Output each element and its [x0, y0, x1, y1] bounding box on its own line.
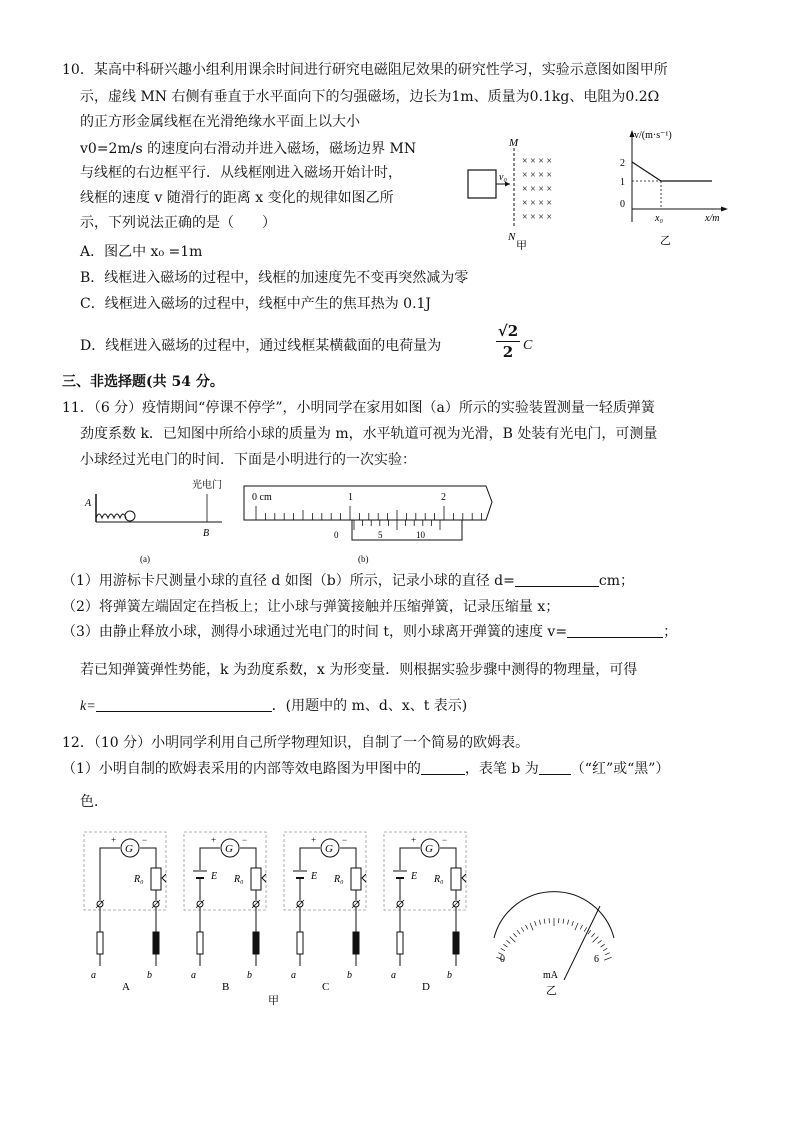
q10-option-a: A．图乙中 x₀ =1m	[80, 244, 203, 260]
minus-sign: −	[442, 835, 448, 845]
x0-label: x₀	[655, 213, 663, 224]
meter-tick	[605, 953, 609, 955]
spring	[96, 514, 126, 518]
main-label-1: 1	[348, 492, 353, 503]
meter-tick	[572, 921, 574, 926]
circuit-a	[84, 832, 166, 993]
answer-blank-circuit[interactable]	[421, 760, 465, 775]
slider-arrow	[362, 874, 366, 882]
q10-line6: 线框的速度 v 随滑行的距离 x 变化的规律如图乙所	[80, 190, 394, 206]
q10-line1: 10．某高中科研兴趣小组利用课余时间进行研究电磁阻尼效果的研究性学习，实验示意图如图甲所	[62, 62, 668, 78]
meter-tick	[591, 933, 594, 937]
wire-right	[440, 848, 456, 868]
x-axis-arrow	[721, 207, 728, 212]
probe-a	[197, 932, 203, 954]
resistor	[151, 868, 161, 890]
magnetic-field-crosses	[522, 156, 552, 223]
answer-blank-k[interactable]	[96, 697, 272, 712]
caption-b: (b)	[358, 554, 369, 564]
figure-meter-yi	[484, 888, 624, 998]
label-m: M	[509, 137, 519, 149]
ball	[125, 511, 135, 521]
caption-circuits-jia: 甲	[268, 995, 279, 1007]
meter-max: 6	[594, 954, 599, 965]
q12-line3: 色．	[80, 794, 108, 810]
minus-sign: −	[242, 835, 248, 845]
meter-tick	[603, 948, 607, 951]
probe-label-a: a	[91, 970, 96, 981]
resistor-label: R₀	[234, 874, 244, 885]
v-x-curve	[632, 162, 712, 181]
probe-label-a: a	[391, 970, 396, 981]
meter-tick	[563, 919, 564, 924]
label-a: A	[85, 498, 92, 509]
svg-text:× × × ×: × × × ×	[522, 156, 553, 167]
figure-circuits-jia	[80, 828, 480, 1008]
probe-label-a: a	[191, 970, 196, 981]
circuit-label: D	[422, 981, 430, 993]
meter-tick	[513, 933, 516, 937]
meter-tick	[580, 925, 582, 929]
probe-label-a: a	[291, 970, 296, 981]
q11-line3: 小球经过光电门的时间．下面是小明进行的一次实验：	[80, 452, 416, 468]
probe-label-b: b	[347, 970, 352, 981]
meter-zero: 0	[500, 954, 505, 965]
resistor-label: R₀	[434, 874, 444, 885]
q10-fraction-num: √2	[497, 322, 519, 340]
photogate-label: 光电门	[192, 480, 222, 491]
meter-tick	[510, 937, 516, 943]
galvanometer-label: G	[225, 843, 233, 855]
circuit-label: A	[122, 981, 130, 993]
q10-option-d: D．线框进入磁场的过程中，通过线框某横截面的电荷量为	[80, 338, 442, 354]
battery-label: E	[411, 871, 418, 882]
svg-text:× × × ×: × × × ×	[522, 198, 553, 209]
section-3-heading: 三、非选择题(共 54 分。	[62, 374, 224, 390]
probe-a	[397, 932, 403, 954]
battery-label: E	[211, 871, 218, 882]
wire-left	[100, 848, 120, 900]
q11-step5: k= ．(用题中的 m、d、x、t 表示)	[80, 698, 468, 714]
meter-tick	[506, 940, 510, 943]
resistor-label: R₀	[334, 874, 344, 885]
probe-b	[253, 932, 259, 954]
plus-sign: +	[211, 835, 217, 845]
battery-label: E	[311, 871, 318, 882]
circuit-b	[184, 832, 266, 993]
meter-tick	[567, 920, 568, 925]
vernier-label-0: 0	[334, 530, 339, 540]
q12-line2: （1）小明自制的欧姆表采用的内部等效电路图为甲图中的 ，表笔 b 为 （“红”或“黑”）	[62, 761, 670, 777]
figure-a	[82, 474, 242, 568]
circuit-c	[284, 832, 366, 993]
vernier-ticks	[354, 520, 440, 530]
meter-tick	[593, 937, 599, 943]
meter-tick	[530, 923, 533, 930]
svg-text:× × × ×: × × × ×	[522, 170, 553, 181]
figure-yi	[612, 126, 742, 250]
meter-tick	[503, 944, 507, 947]
meter-tick	[604, 957, 611, 960]
caption-jia: 甲	[516, 240, 527, 250]
probe-b	[153, 932, 159, 954]
q10-line2: 示，虚线 MN 右侧有垂直于水平面向下的匀强磁场，边长为1m、质量为0.1kg、电阻为0.2Ω	[80, 89, 660, 105]
wire-frame	[468, 170, 496, 198]
probe-label-b: b	[447, 970, 452, 981]
q10-fraction-den: 2	[502, 343, 514, 361]
resistor	[351, 868, 361, 890]
wire-right	[340, 848, 356, 868]
q10-line4: v0=2m/s 的速度向右滑动并进入磁场，磁场边界 MN	[80, 141, 417, 157]
meter-tick	[575, 923, 578, 930]
answer-blank-color[interactable]	[539, 760, 571, 775]
main-scale-ticks	[256, 506, 482, 520]
meter-tick	[584, 927, 587, 931]
caption-a: (a)	[140, 554, 150, 564]
q11-line1: 11．（6 分）疫情期间“停课不停学”，小明同学在家用如图（a）所示的实验装置测量一轻质弹簧	[62, 400, 655, 416]
origin-label: 0	[620, 199, 625, 210]
q11-step1: （1）用游标卡尺测量小球的直径 d 如图（b）所示，记录小球的直径 d= cm；	[62, 573, 634, 589]
main-label-0: 0 cm	[252, 492, 272, 503]
q10-option-b: B．线框进入磁场的过程中，线框的加速度先不变再突然减为零	[80, 270, 469, 286]
slider-arrow	[462, 874, 466, 882]
plus-sign: +	[111, 835, 117, 845]
q10-fraction	[494, 322, 522, 361]
galvanometer-label: G	[325, 843, 333, 855]
probe-b	[453, 932, 459, 954]
probe-label-b: b	[247, 970, 252, 981]
label-n: N	[508, 231, 516, 243]
vernier-label-10: 10	[416, 530, 425, 540]
minus-sign: −	[142, 835, 148, 845]
vernier-body	[352, 520, 462, 540]
meter-tick	[517, 930, 520, 934]
q10-line5: 与线框的右边框平行．从线框刚进入磁场开始计时，	[80, 165, 402, 181]
figure-jia	[462, 132, 574, 250]
minus-sign: −	[342, 835, 348, 845]
caption-meter-yi: 乙	[546, 985, 557, 997]
galvanometer-label: G	[125, 843, 133, 855]
y-tick-1: 1	[620, 177, 625, 188]
resistor	[251, 868, 261, 890]
galvanometer-label: G	[425, 843, 433, 855]
main-label-2: 2	[441, 492, 446, 503]
y-tick-2: 2	[620, 158, 625, 169]
answer-blank-v[interactable]	[567, 623, 663, 638]
probe-a	[97, 932, 103, 954]
wire-right	[240, 848, 256, 868]
meter-tick	[601, 944, 605, 947]
svg-text:× × × ×: × × × ×	[522, 212, 553, 223]
y-axis-label: v/(m·s⁻¹)	[634, 130, 672, 141]
slider-arrow	[262, 874, 266, 882]
q12-line1: 12．（10 分）小明同学利用自己所学物理知识，自制了一个简易的欧姆表。	[62, 735, 530, 751]
resistor-label: R₀	[134, 874, 144, 885]
q10-option-c: C．线框进入磁场的过程中，线框中产生的焦耳热为 0.1J	[80, 296, 432, 312]
x-axis-label: x/m	[705, 213, 720, 224]
meter-tick	[539, 920, 540, 925]
figure-b-caliper	[238, 482, 498, 570]
meter-tick	[598, 940, 602, 943]
q10-charge-unit: C	[523, 338, 533, 353]
q11-step2: （2）将弹簧左端固定在挡板上；让小球与弹簧接触并压缩弹簧，记录压缩量 x；	[62, 599, 560, 615]
meter-unit: mA	[543, 970, 558, 981]
meter-needle	[564, 906, 600, 980]
circuit-label: C	[322, 981, 330, 993]
meter-tick	[526, 925, 528, 929]
q11-line2: 劲度系数 k．已知图中所给小球的质量为 m，水平轨道可视为光滑，B 处装有光电门，可测量	[80, 426, 658, 442]
circuit-d	[384, 832, 466, 993]
vernier-label-5: 5	[378, 530, 383, 540]
q10-line3: 的正方形金属线框在光滑绝缘水平面上以大小	[80, 114, 360, 130]
probe-label-b: b	[147, 970, 152, 981]
meter-tick	[535, 921, 537, 926]
meter-tick	[521, 927, 524, 931]
meter-tick	[544, 919, 545, 924]
main-scale-body	[244, 486, 492, 520]
plus-sign: +	[411, 835, 417, 845]
meter-tick	[501, 948, 505, 951]
answer-blank-d[interactable]	[515, 572, 599, 587]
label-v0: v₀	[499, 172, 507, 183]
svg-text:× × × ×: × × × ×	[522, 184, 553, 195]
resistor	[451, 868, 461, 890]
circuit-label: B	[222, 981, 230, 993]
q10-line7: 示，下列说法正确的是（ ）	[80, 215, 276, 231]
plus-sign: +	[311, 835, 317, 845]
fraction-bar	[496, 341, 520, 342]
q11-step3: （3）由静止释放小球，测得小球通过光电门的时间 t，则小球离开弹簧的速度 v= ；	[62, 624, 678, 640]
probe-a	[297, 932, 303, 954]
probe-b	[353, 932, 359, 954]
q11-step4: 若已知弹簧弹性势能，k 为劲度系数，x 为形变量．则根据实验步骤中测得的物理量，可得	[80, 662, 638, 678]
wire-right	[140, 848, 156, 868]
slider-arrow	[162, 874, 166, 882]
caption-yi: 乙	[660, 235, 671, 247]
label-b-point: B	[203, 528, 210, 539]
